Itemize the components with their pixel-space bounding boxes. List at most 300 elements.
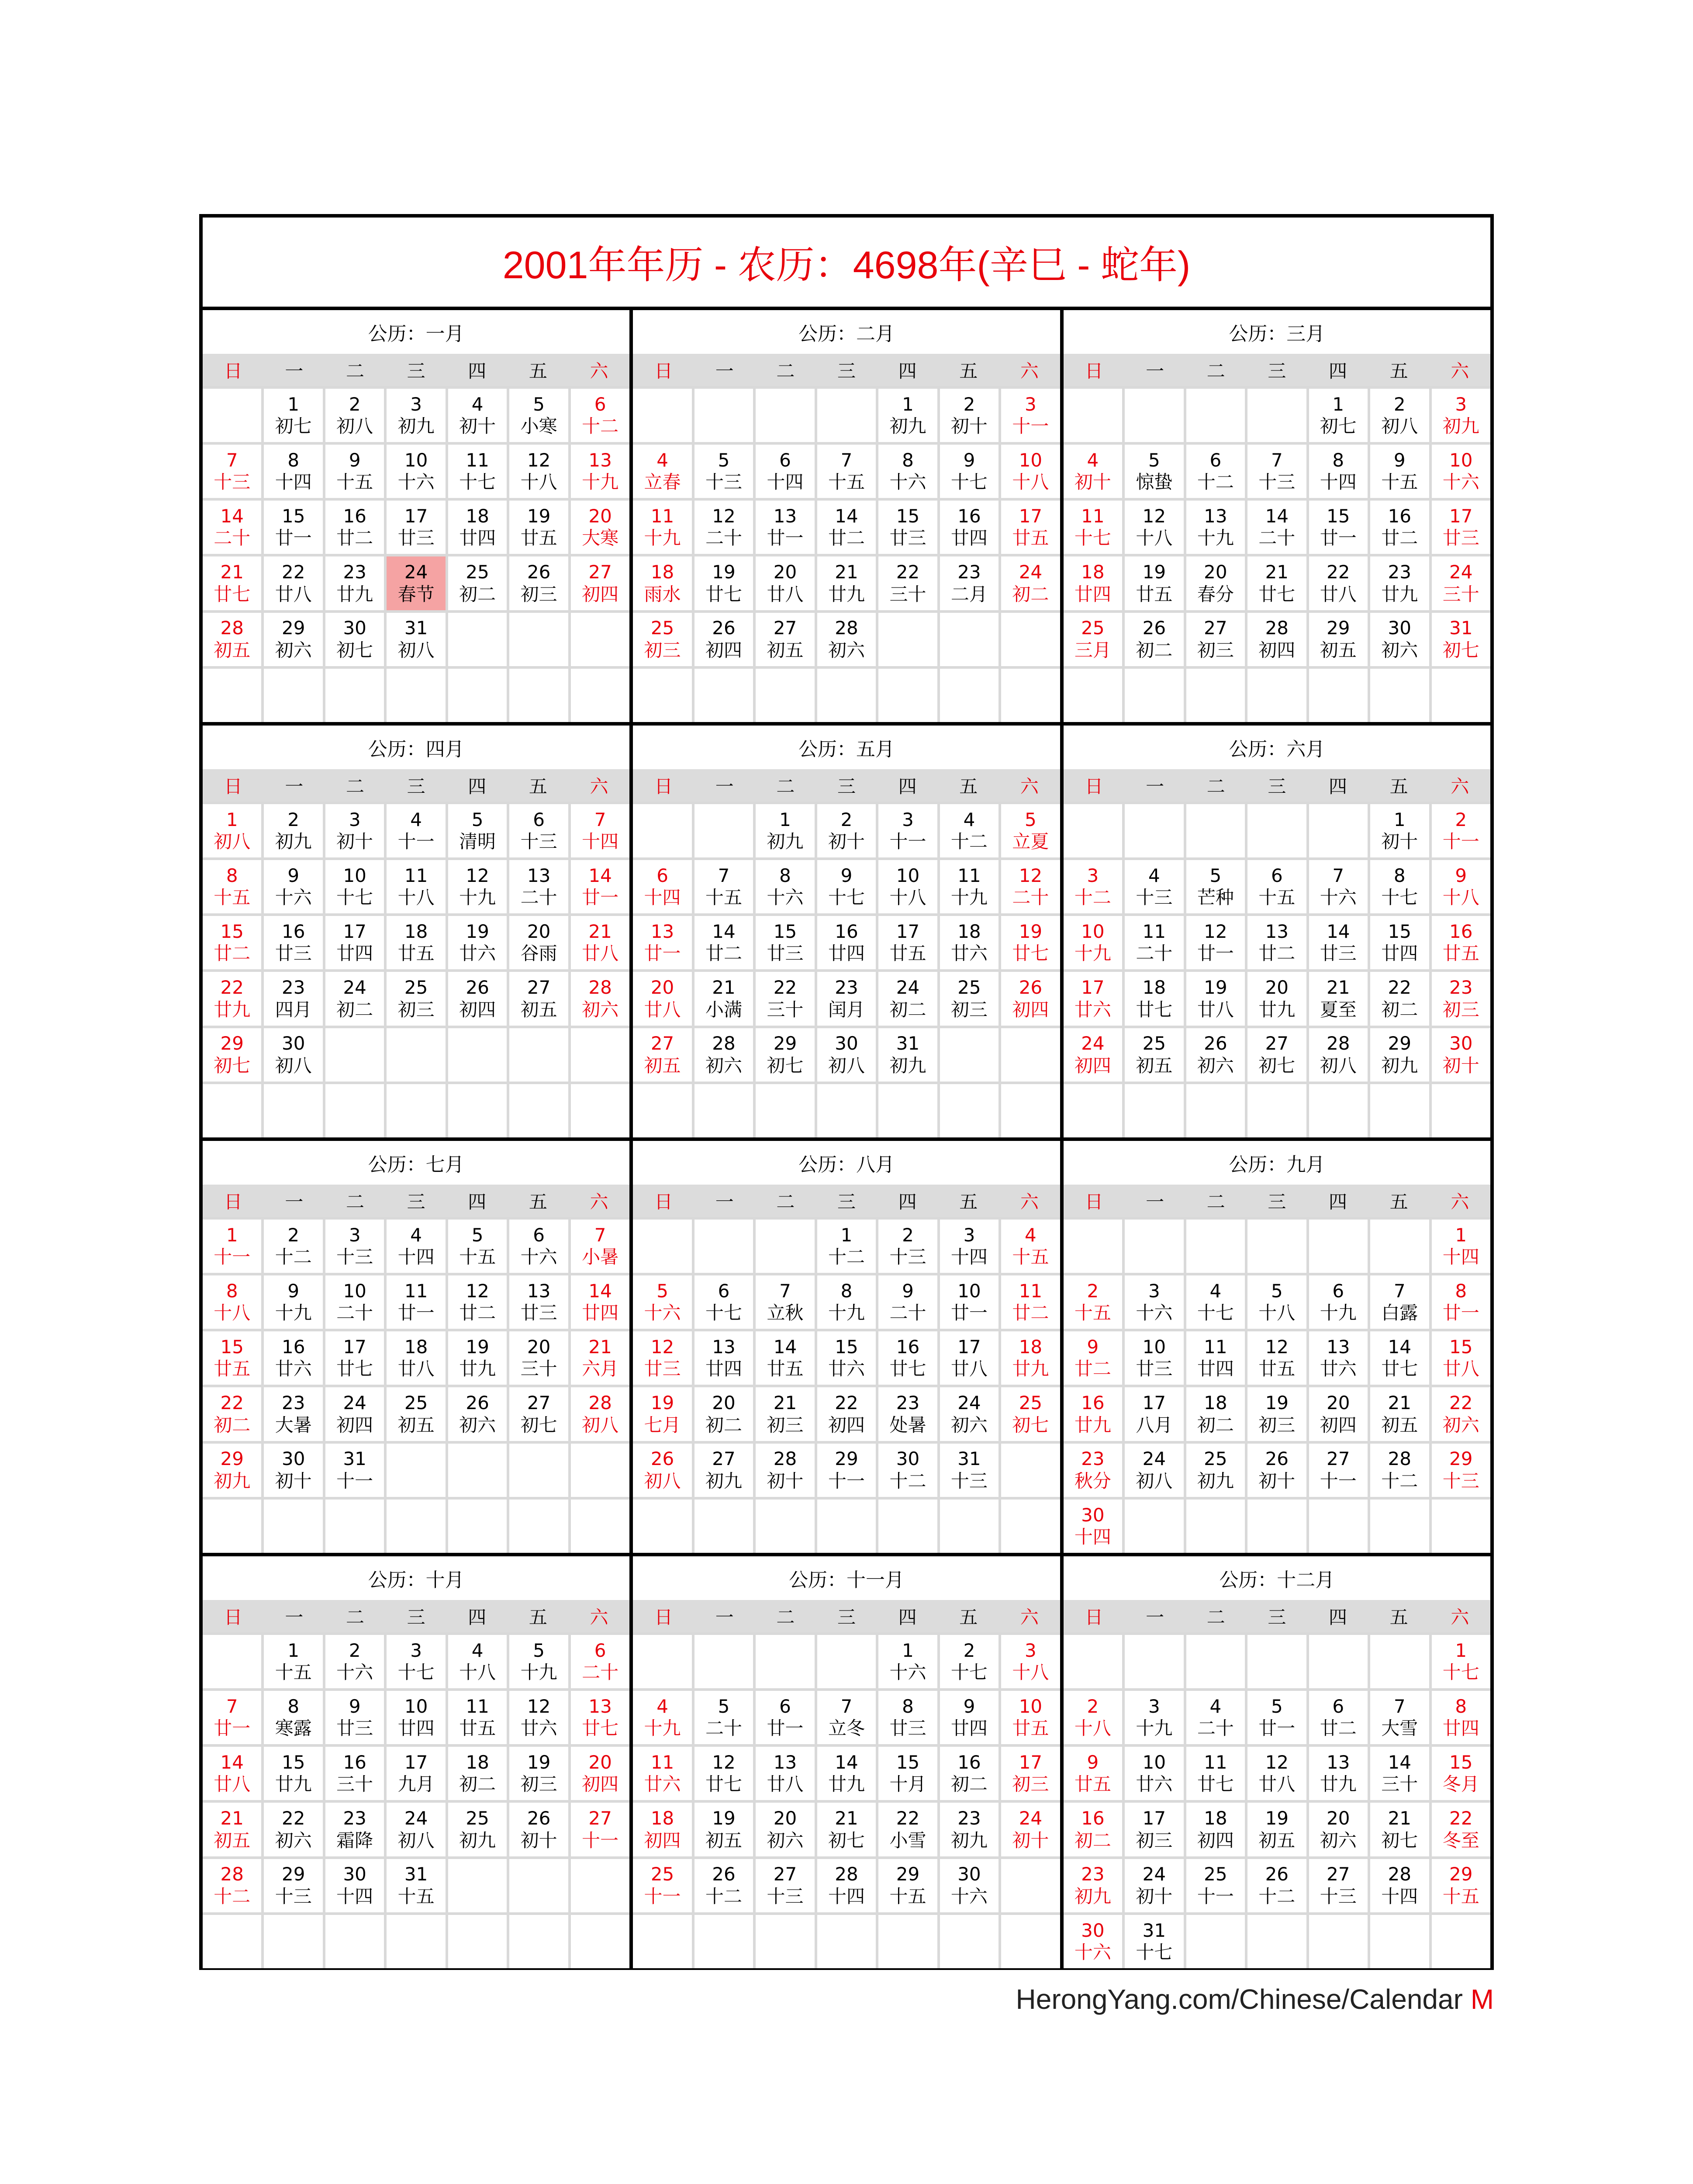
day-cell[interactable]	[387, 972, 445, 1025]
day-cell[interactable]	[1432, 1635, 1490, 1688]
day-cell[interactable]	[264, 1028, 322, 1082]
day-cell[interactable]	[940, 1220, 999, 1273]
day-cell[interactable]	[817, 1387, 876, 1441]
day-cell[interactable]	[1064, 501, 1122, 554]
day-cell[interactable]	[325, 860, 384, 913]
day-cell[interactable]	[571, 556, 629, 610]
day-cell[interactable]	[1186, 501, 1245, 554]
day-cell[interactable]	[1432, 1220, 1490, 1273]
day-cell[interactable]	[325, 1444, 384, 1497]
day-cell[interactable]	[633, 501, 691, 554]
day-cell[interactable]	[940, 556, 999, 610]
day-cell[interactable]	[1125, 1028, 1183, 1082]
day-cell[interactable]	[1309, 1275, 1368, 1329]
day-cell[interactable]	[325, 916, 384, 969]
day-cell[interactable]	[203, 556, 261, 610]
day-cell[interactable]	[756, 1275, 814, 1329]
day-cell[interactable]	[1309, 1387, 1368, 1441]
day-cell[interactable]	[1432, 860, 1490, 913]
day-cell[interactable]	[1432, 1028, 1490, 1082]
day-cell[interactable]	[1247, 860, 1306, 913]
day-cell[interactable]	[1370, 1387, 1429, 1441]
day-cell[interactable]	[509, 389, 568, 442]
day-cell[interactable]	[1001, 1747, 1060, 1800]
day-cell[interactable]	[1247, 916, 1306, 969]
day-cell[interactable]	[940, 860, 999, 913]
day-cell[interactable]	[509, 1275, 568, 1329]
day-cell[interactable]	[1064, 1028, 1122, 1082]
day-cell[interactable]	[1064, 1803, 1122, 1856]
day-cell[interactable]	[325, 556, 384, 610]
day-cell[interactable]	[325, 501, 384, 554]
day-cell[interactable]	[694, 1691, 753, 1744]
day-cell[interactable]	[633, 972, 691, 1025]
day-cell[interactable]	[571, 804, 629, 857]
day-cell[interactable]	[1370, 1803, 1429, 1856]
day-cell[interactable]	[878, 972, 937, 1025]
day-cell[interactable]	[1432, 1747, 1490, 1800]
day-cell[interactable]	[509, 556, 568, 610]
day-cell[interactable]	[1370, 972, 1429, 1025]
day-cell[interactable]	[1064, 916, 1122, 969]
day-cell[interactable]	[203, 1747, 261, 1800]
day-cell[interactable]	[203, 1803, 261, 1856]
day-cell[interactable]	[878, 804, 937, 857]
day-cell[interactable]	[1001, 860, 1060, 913]
day-cell[interactable]	[940, 1859, 999, 1912]
day-cell[interactable]	[1186, 1387, 1245, 1441]
day-cell[interactable]	[264, 1387, 322, 1441]
day-cell[interactable]	[633, 1331, 691, 1385]
day-cell[interactable]	[878, 445, 937, 498]
day-cell[interactable]	[1125, 1275, 1183, 1329]
day-cell[interactable]	[1309, 613, 1368, 666]
day-cell[interactable]	[571, 860, 629, 913]
day-cell[interactable]	[264, 1747, 322, 1800]
day-cell[interactable]	[387, 916, 445, 969]
day-cell[interactable]	[448, 556, 507, 610]
day-cell[interactable]	[1001, 1635, 1060, 1688]
day-cell[interactable]	[756, 1331, 814, 1385]
day-cell[interactable]	[448, 445, 507, 498]
day-cell[interactable]	[1186, 972, 1245, 1025]
day-cell[interactable]	[940, 1747, 999, 1800]
day-cell[interactable]	[1432, 1803, 1490, 1856]
day-cell[interactable]	[1309, 972, 1368, 1025]
day-cell[interactable]	[1432, 556, 1490, 610]
day-cell[interactable]	[1064, 1691, 1122, 1744]
day-cell[interactable]	[448, 1275, 507, 1329]
day-cell[interactable]	[694, 613, 753, 666]
day-cell[interactable]	[1309, 1028, 1368, 1082]
day-cell[interactable]	[817, 613, 876, 666]
day-cell[interactable]	[1186, 1275, 1245, 1329]
day-cell[interactable]	[1186, 556, 1245, 610]
day-cell[interactable]	[1001, 445, 1060, 498]
day-cell[interactable]	[1001, 916, 1060, 969]
day-cell[interactable]	[1247, 445, 1306, 498]
day-cell[interactable]	[756, 1028, 814, 1082]
day-cell[interactable]	[509, 1635, 568, 1688]
day-cell[interactable]	[387, 1747, 445, 1800]
day-cell[interactable]	[1309, 1331, 1368, 1385]
day-cell[interactable]	[940, 916, 999, 969]
day-cell[interactable]	[387, 389, 445, 442]
day-cell[interactable]	[1125, 1747, 1183, 1800]
day-cell[interactable]	[694, 501, 753, 554]
day-cell[interactable]	[756, 1859, 814, 1912]
day-cell[interactable]	[633, 1387, 691, 1441]
day-cell[interactable]	[1064, 1444, 1122, 1497]
day-cell[interactable]	[694, 445, 753, 498]
day-cell[interactable]	[571, 1691, 629, 1744]
day-cell[interactable]	[756, 501, 814, 554]
day-cell[interactable]	[1370, 445, 1429, 498]
day-cell[interactable]	[1247, 1275, 1306, 1329]
day-cell[interactable]	[203, 1220, 261, 1273]
day-cell[interactable]	[1309, 1691, 1368, 1744]
day-cell[interactable]	[264, 613, 322, 666]
day-cell[interactable]	[1309, 1859, 1368, 1912]
day-cell[interactable]	[325, 389, 384, 442]
day-cell[interactable]	[325, 1635, 384, 1688]
day-cell[interactable]	[1001, 1803, 1060, 1856]
day-cell[interactable]	[203, 1444, 261, 1497]
day-cell[interactable]	[1370, 1444, 1429, 1497]
day-cell[interactable]	[1370, 1275, 1429, 1329]
day-cell[interactable]	[325, 972, 384, 1025]
day-cell[interactable]	[1370, 1691, 1429, 1744]
day-cell[interactable]	[940, 1444, 999, 1497]
day-cell[interactable]	[817, 1028, 876, 1082]
day-cell[interactable]	[1064, 556, 1122, 610]
day-cell[interactable]	[756, 916, 814, 969]
day-cell[interactable]	[448, 972, 507, 1025]
day-cell[interactable]	[325, 1220, 384, 1273]
day-cell[interactable]	[1125, 1331, 1183, 1385]
day-cell[interactable]	[633, 1444, 691, 1497]
day-cell[interactable]	[264, 445, 322, 498]
day-cell[interactable]	[817, 1220, 876, 1273]
day-cell[interactable]	[1186, 445, 1245, 498]
day-cell[interactable]	[325, 1691, 384, 1744]
day-cell[interactable]	[878, 1635, 937, 1688]
day-cell[interactable]	[1125, 556, 1183, 610]
day-cell[interactable]	[1432, 1691, 1490, 1744]
day-cell[interactable]	[694, 1444, 753, 1497]
day-cell[interactable]	[1247, 556, 1306, 610]
day-cell[interactable]	[817, 445, 876, 498]
day-cell[interactable]	[940, 1387, 999, 1441]
day-cell[interactable]	[1186, 1691, 1245, 1744]
day-cell[interactable]	[448, 1331, 507, 1385]
day-cell[interactable]	[633, 1803, 691, 1856]
day-cell[interactable]	[1064, 445, 1122, 498]
day-cell[interactable]	[1370, 556, 1429, 610]
day-cell[interactable]	[817, 1747, 876, 1800]
day-cell[interactable]	[817, 860, 876, 913]
day-cell[interactable]	[448, 916, 507, 969]
day-cell[interactable]	[509, 1747, 568, 1800]
day-cell[interactable]	[1370, 1331, 1429, 1385]
day-cell[interactable]	[1247, 501, 1306, 554]
day-cell[interactable]	[571, 1275, 629, 1329]
day-cell[interactable]	[387, 1331, 445, 1385]
day-cell[interactable]	[203, 860, 261, 913]
day-cell[interactable]	[509, 1691, 568, 1744]
day-cell[interactable]	[817, 1859, 876, 1912]
day-cell[interactable]	[756, 1444, 814, 1497]
day-cell[interactable]	[448, 389, 507, 442]
day-cell[interactable]	[264, 389, 322, 442]
day-cell[interactable]	[264, 860, 322, 913]
day-cell[interactable]	[264, 1635, 322, 1688]
day-cell[interactable]	[264, 556, 322, 610]
day-cell[interactable]	[756, 1747, 814, 1800]
day-cell[interactable]	[817, 1331, 876, 1385]
day-cell[interactable]	[1064, 1859, 1122, 1912]
day-cell[interactable]	[1370, 613, 1429, 666]
day-cell[interactable]	[387, 445, 445, 498]
day-cell[interactable]	[1432, 1331, 1490, 1385]
day-cell[interactable]	[694, 1028, 753, 1082]
day-cell[interactable]	[1309, 860, 1368, 913]
day-cell[interactable]	[387, 1275, 445, 1329]
day-cell[interactable]	[1125, 1915, 1183, 1968]
day-cell[interactable]	[264, 1444, 322, 1497]
day-cell[interactable]	[878, 1859, 937, 1912]
day-cell[interactable]	[1186, 1747, 1245, 1800]
day-cell[interactable]	[509, 916, 568, 969]
day-cell[interactable]	[325, 613, 384, 666]
day-cell[interactable]	[1001, 1387, 1060, 1441]
day-cell[interactable]	[325, 1275, 384, 1329]
day-cell[interactable]	[387, 1691, 445, 1744]
day-cell[interactable]	[1064, 1387, 1122, 1441]
day-cell[interactable]	[940, 972, 999, 1025]
day-cell[interactable]	[325, 804, 384, 857]
day-cell[interactable]	[571, 1747, 629, 1800]
day-cell[interactable]	[756, 1387, 814, 1441]
day-cell[interactable]	[940, 1803, 999, 1856]
day-cell[interactable]	[1432, 389, 1490, 442]
day-cell[interactable]	[203, 1331, 261, 1385]
day-cell[interactable]	[1370, 1859, 1429, 1912]
day-cell[interactable]	[264, 804, 322, 857]
day-cell[interactable]	[1125, 1691, 1183, 1744]
day-cell[interactable]	[1001, 1691, 1060, 1744]
day-cell[interactable]	[1370, 916, 1429, 969]
day-cell[interactable]	[940, 501, 999, 554]
day-cell[interactable]	[387, 804, 445, 857]
day-cell[interactable]	[1432, 1275, 1490, 1329]
day-cell[interactable]	[1432, 501, 1490, 554]
day-cell[interactable]	[1432, 613, 1490, 666]
day-cell[interactable]	[1370, 1028, 1429, 1082]
footer-credit[interactable]	[1016, 1983, 1494, 2015]
day-cell[interactable]	[817, 501, 876, 554]
day-cell[interactable]	[325, 1331, 384, 1385]
day-cell[interactable]	[387, 1803, 445, 1856]
day-cell[interactable]	[1432, 1444, 1490, 1497]
day-cell[interactable]	[694, 1275, 753, 1329]
day-cell[interactable]	[1001, 501, 1060, 554]
day-cell[interactable]	[817, 1275, 876, 1329]
day-cell[interactable]	[571, 1803, 629, 1856]
day-cell[interactable]	[203, 916, 261, 969]
day-cell[interactable]	[817, 556, 876, 610]
day-cell[interactable]	[1432, 916, 1490, 969]
day-cell[interactable]	[1186, 1028, 1245, 1082]
day-cell[interactable]	[1247, 972, 1306, 1025]
day-cell[interactable]	[264, 501, 322, 554]
day-cell[interactable]	[1001, 1275, 1060, 1329]
day-cell[interactable]	[1186, 1859, 1245, 1912]
day-cell[interactable]	[203, 1387, 261, 1441]
day-cell[interactable]	[1432, 972, 1490, 1025]
day-cell[interactable]	[1432, 1387, 1490, 1441]
day-cell[interactable]	[387, 1220, 445, 1273]
day-cell[interactable]	[203, 972, 261, 1025]
day-cell[interactable]	[694, 972, 753, 1025]
day-cell[interactable]	[878, 556, 937, 610]
day-cell[interactable]	[203, 1275, 261, 1329]
footer-text[interactable]: HerongYang.com/Chinese/Calendar	[1016, 1984, 1463, 2015]
day-cell[interactable]	[264, 1691, 322, 1744]
day-cell[interactable]	[756, 972, 814, 1025]
day-cell[interactable]	[387, 1387, 445, 1441]
day-cell[interactable]	[633, 1747, 691, 1800]
day-cell[interactable]	[1309, 445, 1368, 498]
day-cell[interactable]	[694, 916, 753, 969]
day-cell[interactable]	[1309, 556, 1368, 610]
day-cell[interactable]	[1186, 1444, 1245, 1497]
day-cell[interactable]	[1432, 445, 1490, 498]
day-cell[interactable]	[817, 804, 876, 857]
day-cell[interactable]	[1125, 1803, 1183, 1856]
day-cell[interactable]	[694, 556, 753, 610]
day-cell[interactable]	[1064, 1275, 1122, 1329]
day-cell[interactable]	[1309, 389, 1368, 442]
day-cell[interactable]	[878, 1331, 937, 1385]
day-cell[interactable]	[571, 389, 629, 442]
day-cell[interactable]	[878, 501, 937, 554]
day-cell[interactable]	[940, 804, 999, 857]
day-cell[interactable]	[571, 1331, 629, 1385]
day-cell[interactable]	[1309, 1747, 1368, 1800]
day-cell[interactable]	[817, 916, 876, 969]
day-cell[interactable]	[878, 1220, 937, 1273]
day-cell[interactable]	[448, 1803, 507, 1856]
day-cell[interactable]	[878, 916, 937, 969]
day-cell[interactable]	[1001, 1220, 1060, 1273]
day-cell[interactable]	[509, 1220, 568, 1273]
day-cell[interactable]	[1432, 804, 1490, 857]
day-cell[interactable]	[203, 1028, 261, 1082]
day-cell[interactable]	[509, 501, 568, 554]
day-cell[interactable]	[264, 1803, 322, 1856]
day-cell[interactable]	[878, 1275, 937, 1329]
day-cell[interactable]	[1247, 1803, 1306, 1856]
day-cell[interactable]	[1125, 972, 1183, 1025]
day-cell[interactable]	[1370, 1747, 1429, 1800]
day-cell[interactable]	[633, 1275, 691, 1329]
day-cell[interactable]	[264, 1331, 322, 1385]
day-cell[interactable]	[878, 1691, 937, 1744]
day-cell[interactable]	[448, 1747, 507, 1800]
day-cell[interactable]	[633, 556, 691, 610]
day-cell[interactable]	[633, 445, 691, 498]
day-cell[interactable]	[1186, 1331, 1245, 1385]
day-cell[interactable]	[448, 804, 507, 857]
day-cell[interactable]	[1125, 613, 1183, 666]
day-cell[interactable]	[756, 445, 814, 498]
day-cell[interactable]	[203, 501, 261, 554]
day-cell[interactable]	[1309, 1444, 1368, 1497]
day-cell[interactable]	[1186, 916, 1245, 969]
day-cell[interactable]	[571, 916, 629, 969]
day-cell[interactable]	[878, 860, 937, 913]
day-cell[interactable]	[694, 1803, 753, 1856]
day-cell[interactable]	[1125, 501, 1183, 554]
day-cell[interactable]	[694, 1387, 753, 1441]
day-cell[interactable]	[203, 1691, 261, 1744]
day-cell[interactable]	[633, 1859, 691, 1912]
day-cell[interactable]	[1001, 804, 1060, 857]
day-cell[interactable]	[509, 1331, 568, 1385]
day-cell[interactable]	[264, 1220, 322, 1273]
day-cell[interactable]	[633, 1691, 691, 1744]
day-cell[interactable]	[325, 1387, 384, 1441]
day-cell[interactable]	[325, 1747, 384, 1800]
day-cell[interactable]	[325, 1859, 384, 1912]
day-cell[interactable]	[571, 445, 629, 498]
day-cell[interactable]	[387, 501, 445, 554]
day-cell[interactable]	[1247, 1747, 1306, 1800]
day-cell[interactable]	[448, 1220, 507, 1273]
day-cell[interactable]	[1309, 1803, 1368, 1856]
day-cell[interactable]	[571, 1220, 629, 1273]
day-cell[interactable]	[1064, 860, 1122, 913]
day-cell[interactable]	[1309, 501, 1368, 554]
day-cell[interactable]	[387, 860, 445, 913]
day-cell[interactable]	[1125, 445, 1183, 498]
day-cell[interactable]	[878, 1747, 937, 1800]
day-cell[interactable]	[203, 445, 261, 498]
day-cell[interactable]	[1186, 860, 1245, 913]
day-cell[interactable]	[1309, 916, 1368, 969]
day-cell[interactable]	[387, 556, 445, 610]
day-cell[interactable]	[203, 1859, 261, 1912]
day-cell[interactable]	[325, 1803, 384, 1856]
day-cell[interactable]	[509, 804, 568, 857]
day-cell[interactable]	[509, 1803, 568, 1856]
day-cell[interactable]	[1247, 1691, 1306, 1744]
day-cell[interactable]	[633, 916, 691, 969]
day-cell[interactable]	[509, 445, 568, 498]
day-cell[interactable]	[1432, 1859, 1490, 1912]
day-cell[interactable]	[203, 804, 261, 857]
day-cell[interactable]	[1125, 916, 1183, 969]
day-cell[interactable]	[203, 613, 261, 666]
day-cell[interactable]	[1370, 860, 1429, 913]
day-cell[interactable]	[1186, 1803, 1245, 1856]
day-cell[interactable]	[940, 1331, 999, 1385]
day-cell[interactable]	[878, 1803, 937, 1856]
day-cell[interactable]	[817, 1803, 876, 1856]
day-cell[interactable]	[878, 1444, 937, 1497]
day-cell[interactable]	[694, 860, 753, 913]
